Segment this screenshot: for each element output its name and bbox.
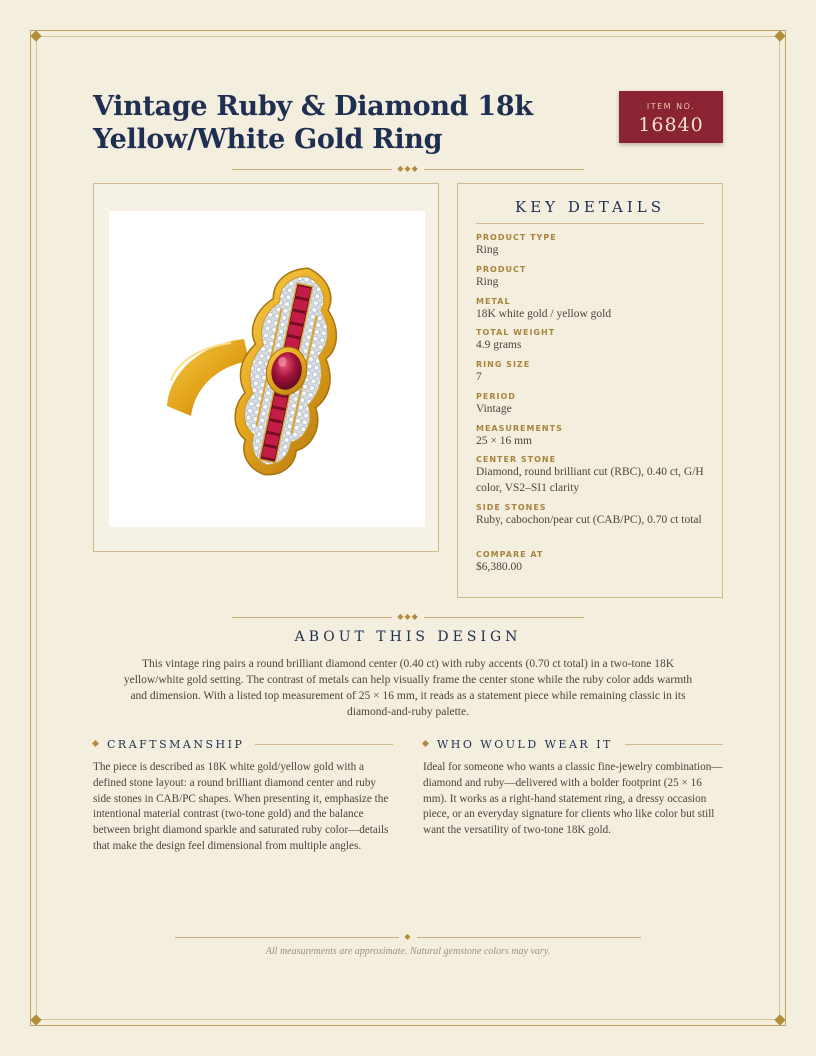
detail-measurements	[476, 423, 708, 450]
detail-label: CENTER STONE	[476, 455, 557, 464]
detail-ring-size	[476, 359, 708, 386]
about-text: This vintage ring pairs a round brilliant diamond center (0.40 ct) with ruby accents (0.70 ct total) in a two-tone 18K yellow/white gold setting. The contrast of metals can help visually frame the center stone while the ruby color adds warmth and dimension. With a listed top measurement of 25 × 16 mm, it reads as a statement piece while remaining classic in its diamond-and-ruby palette.	[123, 658, 693, 718]
detail-product	[476, 264, 708, 291]
diamond-bullet-icon	[422, 740, 429, 747]
detail-metal	[476, 296, 708, 323]
detail-value: Vintage	[476, 403, 512, 415]
about-divider	[232, 612, 584, 622]
wearer-title: WHO WOULD WEAR IT	[437, 738, 613, 751]
detail-side-stones	[476, 502, 708, 529]
craftsmanship-title: CRAFTSMANSHIP	[107, 738, 245, 751]
detail-value: 25 × 16 mm	[476, 435, 533, 447]
footer-divider	[175, 932, 641, 942]
item-number-label: ITEM NO.	[646, 102, 696, 111]
key-details-title: KEY DETAILS	[515, 198, 665, 216]
key-details-rule	[476, 223, 704, 224]
craftsmanship-text: The piece is described as 18K white gold/yellow gold with a defined stone layout: a round brilliant diamond center and ruby side stones in CAB/PC shapes. When presenting it, emphasize the intentional material contrast (two-tone gold) and the balance between bright diamond sparkle and saturated ruby color—details that make the design feel dimensional from multiple angles.	[93, 761, 389, 852]
wearer-heading	[423, 738, 723, 752]
header-divider	[232, 164, 584, 174]
key-details-panel	[457, 183, 723, 598]
detail-label: SIDE STONES	[476, 503, 547, 512]
diamond-ornament-icon: ◆◆◆	[397, 612, 419, 621]
detail-label: COMPARE AT	[476, 550, 544, 559]
detail-label: TOTAL WEIGHT	[476, 328, 556, 337]
detail-value: 4.9 grams	[476, 339, 522, 351]
detail-value: Ring	[476, 244, 499, 256]
detail-center-stone	[476, 454, 708, 496]
craftsmanship-heading	[93, 738, 393, 752]
detail-label: RING SIZE	[476, 360, 531, 369]
ring-illustration	[109, 211, 425, 527]
detail-period	[476, 391, 708, 418]
detail-value: 18K white gold / yellow gold	[476, 308, 612, 320]
detail-value: $6,380.00	[476, 561, 522, 573]
detail-value: Ruby, cabochon/pear cut (CAB/PC), 0.70 ct total	[476, 514, 702, 526]
item-number-badge	[619, 91, 723, 143]
detail-product-type	[476, 232, 708, 259]
footer-note: All measurements are approximate. Natural gemstone colors may vary.	[265, 946, 551, 957]
detail-label: PERIOD	[476, 392, 516, 401]
detail-total-weight	[476, 327, 708, 354]
detail-compare-at	[476, 549, 708, 576]
wearer-text: Ideal for someone who wants a classic fine-jewelry combination—diamond and ruby—delivered with a bolder footprint (25 × 16 mm). It works as a right-hand statement ring, a dressy occasion piece, or an everyday signature for clients who like color but still want the versatility of two-tone 18K gold.	[423, 761, 723, 837]
diamond-ornament-icon: ◆◆◆	[397, 164, 419, 173]
page-title: Vintage Ruby & Diamond 18k Yellow/White Gold Ring	[93, 91, 533, 155]
detail-label: PRODUCT	[476, 265, 527, 274]
detail-value: Ring	[476, 276, 499, 288]
detail-label: PRODUCT TYPE	[476, 233, 557, 242]
detail-label: MEASUREMENTS	[476, 424, 563, 433]
diamond-bullet-icon	[92, 740, 99, 747]
about-title: ABOUT THIS DESIGN	[294, 629, 522, 645]
detail-value: Diamond, round brilliant cut (RBC), 0.40 ct, G/H color, VS2–SI1 clarity	[476, 466, 704, 494]
product-image-panel	[93, 183, 439, 552]
detail-label: METAL	[476, 297, 511, 306]
detail-value: 7	[476, 371, 482, 383]
diamond-ornament-icon: ◆	[404, 932, 412, 941]
ring-photo	[109, 211, 425, 527]
item-number-value: 16840	[638, 114, 704, 136]
